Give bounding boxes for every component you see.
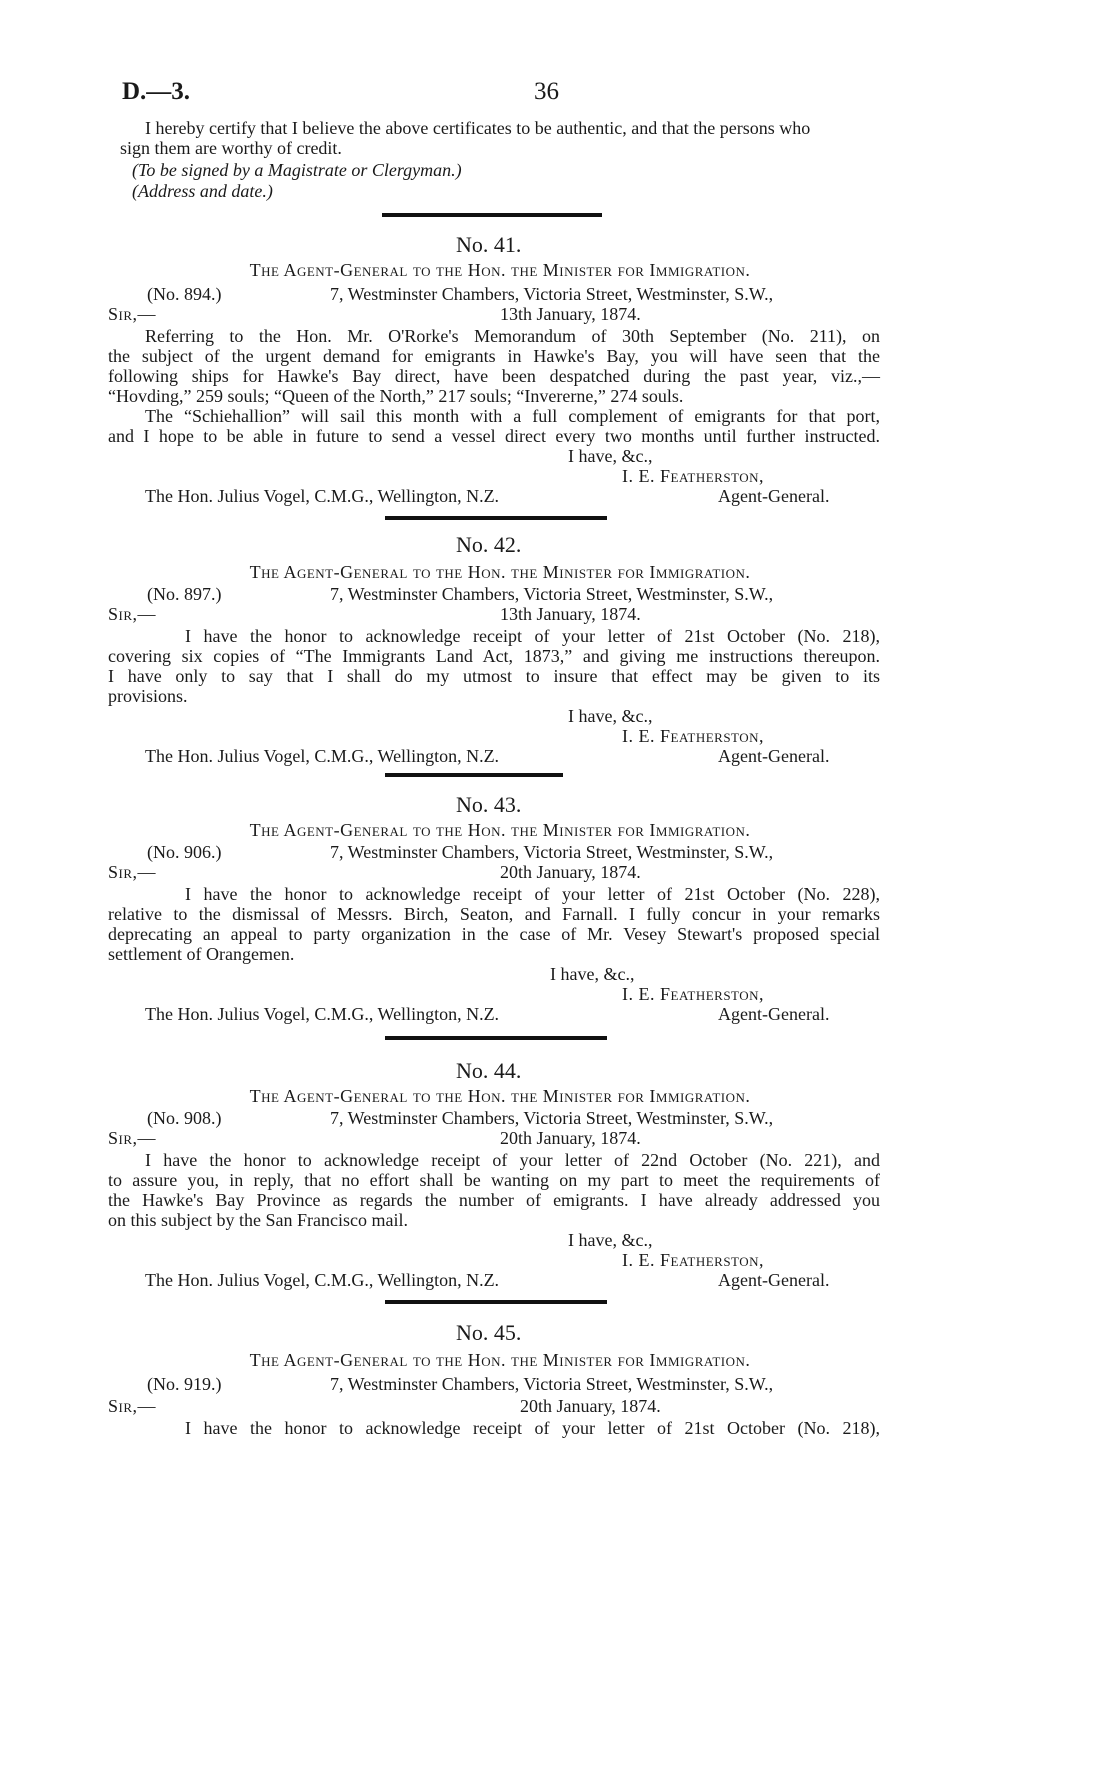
letter-body-line: the subject of the urgent demand for emigrants in Hawke's Bay, you will have seen that the [108, 346, 880, 366]
letter-signer: I. E. Featherston, [622, 726, 765, 746]
letter-signer-title: Agent-General. [718, 486, 830, 506]
letter-recipient: The Hon. Julius Vogel, C.M.G., Wellington, N.Z. [145, 746, 500, 766]
letter-ref-number: (No. 919.) [147, 1374, 222, 1394]
letter-salutation: Sir,— [108, 304, 157, 324]
letter-from-to: The Agent-General to the Hon. the Minister for Immigration. [249, 1350, 751, 1370]
letter-body-line: I have the honor to acknowledge receipt of your letter of 21st October (No. 228), [185, 884, 880, 904]
letter-address: 7, Westminster Chambers, Victoria Street, Westminster, S.W., [330, 284, 774, 304]
letter-body-line: on this subject by the San Francisco mail. [108, 1210, 408, 1230]
letter-body-line: “Hovding,” 259 souls; “Queen of the North,” 217 souls; “Invererne,” 274 souls. [108, 386, 684, 406]
letter-recipient: The Hon. Julius Vogel, C.M.G., Wellington, N.Z. [145, 486, 500, 506]
letter-title: No. 41. [456, 232, 522, 257]
section-divider [385, 773, 563, 777]
letter-closing: I have, &c., [568, 1230, 653, 1250]
letter-address: 7, Westminster Chambers, Victoria Street, Westminster, S.W., [330, 842, 774, 862]
letter-body-line: I have the honor to acknowledge receipt of your letter of 21st October (No. 218), [185, 1418, 880, 1438]
letter-body-line: settlement of Orangemen. [108, 944, 295, 964]
section-divider [385, 1036, 607, 1040]
certify-line-1: I hereby certify that I believe the above certificates to be authentic, and that the persons who [145, 118, 811, 138]
section-divider [385, 516, 607, 520]
letter-body-line: and I hope to be able in future to send a vessel direct every two months until further instructed. [108, 426, 880, 446]
letter-body-line: Referring to the Hon. Mr. O'Rorke's Memorandum of 30th September (No. 211), on [145, 326, 880, 346]
letter-title: No. 42. [456, 532, 522, 557]
letter-from-to: The Agent-General to the Hon. the Minister for Immigration. [249, 260, 751, 280]
document-reference: D.—3. [122, 78, 191, 105]
letter-signer-title: Agent-General. [718, 746, 830, 766]
letter-title: No. 45. [456, 1320, 522, 1345]
letter-body-line: the Hawke's Bay Province as regards the number of emigrants. I have already addressed you [108, 1190, 880, 1210]
certify-address-note: (Address and date.) [132, 181, 273, 201]
letter-address: 7, Westminster Chambers, Victoria Street, Westminster, S.W., [330, 584, 774, 604]
letter-body-line: following ships for Hawke's Bay direct, have been despatched during the past year, viz.,— [108, 366, 880, 386]
letter-body-line: The “Schiehallion” will sail this month with a full complement of emigrants for that port, [145, 406, 880, 426]
section-divider [385, 1300, 607, 1304]
letter-closing: I have, &c., [568, 446, 653, 466]
page-header [122, 78, 1002, 108]
letter-body-line: I have only to say that I shall do my utmost to insure that effect may be given to its [108, 666, 880, 686]
letter-from-to: The Agent-General to the Hon. the Minister for Immigration. [249, 562, 751, 582]
letter-closing: I have, &c., [568, 706, 653, 726]
letter-address: 7, Westminster Chambers, Victoria Street, Westminster, S.W., [330, 1374, 774, 1394]
letter-signer: I. E. Featherston, [622, 984, 765, 1004]
letter-from-to: The Agent-General to the Hon. the Minister for Immigration. [249, 820, 751, 840]
section-divider [382, 213, 602, 217]
letter-date: 13th January, 1874. [500, 604, 641, 624]
letter-body-line: provisions. [108, 686, 188, 706]
letter-body-line: deprecating an appeal to party organization in the case of Mr. Vesey Stewart's proposed special [108, 924, 880, 944]
letter-date: 20th January, 1874. [520, 1396, 661, 1416]
letter-date: 20th January, 1874. [500, 862, 641, 882]
letter-closing: I have, &c., [550, 964, 635, 984]
letter-signer-title: Agent-General. [718, 1270, 830, 1290]
letter-address: 7, Westminster Chambers, Victoria Street, Westminster, S.W., [330, 1108, 774, 1128]
letter-ref-number: (No. 908.) [147, 1108, 222, 1128]
letter-salutation: Sir,— [108, 604, 157, 624]
letter-ref-number: (No. 897.) [147, 584, 222, 604]
letter-signer: I. E. Featherston, [622, 1250, 765, 1270]
letter-recipient: The Hon. Julius Vogel, C.M.G., Wellington, N.Z. [145, 1004, 500, 1024]
letter-signer-title: Agent-General. [718, 1004, 830, 1024]
letter-body-line: to assure you, in reply, that no effort shall be wanting on my part to meet the requirements of [108, 1170, 880, 1190]
letter-body-line: I have the honor to acknowledge receipt of your letter of 21st October (No. 218), [185, 626, 880, 646]
letter-body-line: I have the honor to acknowledge receipt of your letter of 22nd October (No. 221), and [145, 1150, 880, 1170]
letter-salutation: Sir,— [108, 1396, 157, 1416]
letter-ref-number: (No. 894.) [147, 284, 222, 304]
letter-date: 20th January, 1874. [500, 1128, 641, 1148]
letter-title: No. 44. [456, 1058, 522, 1083]
letter-recipient: The Hon. Julius Vogel, C.M.G., Wellington, N.Z. [145, 1270, 500, 1290]
letter-body-line: relative to the dismissal of Messrs. Birch, Seaton, and Farnall. I fully concur in your remarks [108, 904, 880, 924]
letter-salutation: Sir,— [108, 1128, 157, 1148]
page-number: 36 [534, 78, 559, 105]
certify-signed-note: (To be signed by a Magistrate or Clergyman.) [132, 160, 462, 180]
letter-date: 13th January, 1874. [500, 304, 641, 324]
letter-from-to: The Agent-General to the Hon. the Minister for Immigration. [249, 1086, 751, 1106]
letter-body-line: covering six copies of “The Immigrants Land Act, 1873,” and giving me instructions thereupon. [108, 646, 880, 666]
letter-salutation: Sir,— [108, 862, 157, 882]
letter-ref-number: (No. 906.) [147, 842, 222, 862]
certify-line-2: sign them are worthy of credit. [120, 138, 342, 158]
letter-signer: I. E. Featherston, [622, 466, 765, 486]
letter-title: No. 43. [456, 792, 522, 817]
